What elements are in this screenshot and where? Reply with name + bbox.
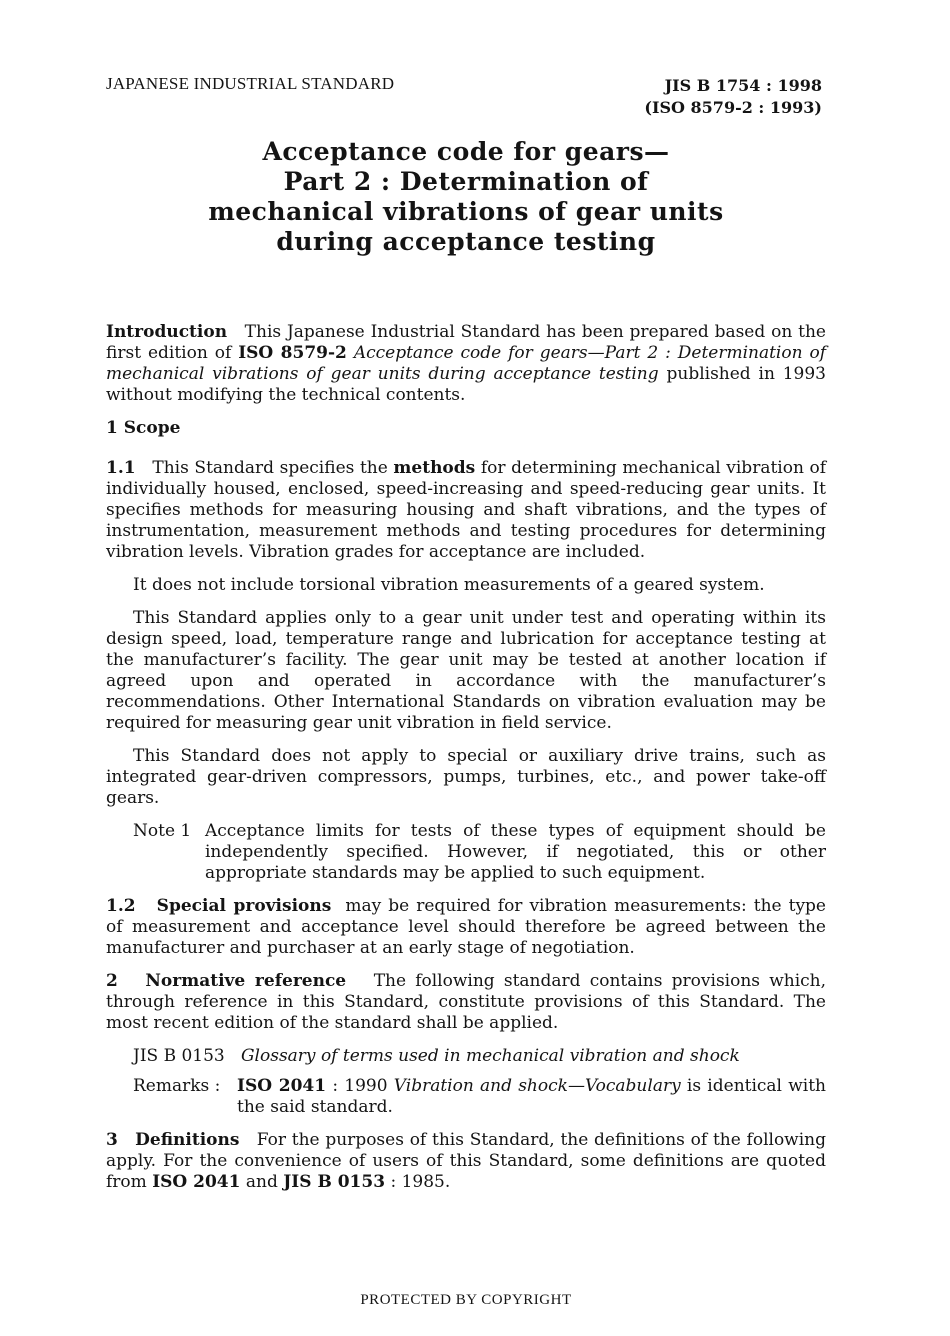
document-body bbox=[106, 322, 826, 1205]
copyright-footer: PROTECTED BY COPYRIGHT bbox=[360, 1292, 572, 1308]
definitions-paragraph: 3 Definitions For the purposes of this Standard, the definitions of the following apply. For the convenience of users of this Standard, some definitions are quoted from ISO 2041 and JIS B 0153 : 1985. bbox=[106, 1130, 826, 1192]
title-line-3: mechanical vibrations of gear units bbox=[208, 197, 724, 226]
title-line-1: Acceptance code for gears— bbox=[262, 137, 670, 166]
header-standard-type: JAPANESE INDUSTRIAL STANDARD bbox=[106, 74, 395, 93]
definitions-heading: Definitions bbox=[135, 1130, 240, 1150]
introduction-paragraph: Introduction This Japanese Industrial Standard has been prepared based on the first edition of ISO 8579-2 Acceptance code for gears—Part 2 : Determination of mechanical vibrations of gear units during acceptance testing published in 1993 without modifying the technical contents. bbox=[106, 322, 827, 405]
introduction-heading: Introduction bbox=[106, 322, 228, 342]
note-label: Note 1 bbox=[133, 821, 192, 841]
scope-applicability-paragraph: This Standard applies only to a gear unit under test and operating within its design speed, load, temperature range and lubrication for acceptance testing at the manufacturer’s facility. The gear unit may be tested at another location if agreed upon and operated in accordance with the manufacturer’s recommendations. Other International Standards on vibration evaluation may be required for measuring gear unit vibration in field service. bbox=[106, 608, 826, 733]
header-standard-number-block bbox=[644, 75, 822, 119]
normative-reference-paragraph: 2 Normative reference The following standard contains provisions which, through reference in this Standard, constitute provisions of this Standard. The most recent edition of the standard shall be applied. bbox=[106, 971, 827, 1033]
scope-1-1-paragraph: 1.1 This Standard specifies the methods for determining mechanical vibration of individually housed, enclosed, speed-increasing and speed-reducing gear units. It specifies methods for measuring housing and shaft vibrations, and the types of instrumentation, measurement methods and testing procedures for determining vibration levels. Vibration grades for acceptance are included. bbox=[106, 458, 827, 562]
scope-heading: 1 Scope bbox=[106, 418, 181, 438]
iso-reference: (ISO 8579-2 : 1993) bbox=[644, 98, 822, 117]
title-line-4: during acceptance testing bbox=[276, 227, 656, 256]
remarks-label: Remarks : bbox=[133, 1076, 221, 1096]
note-1 bbox=[133, 821, 826, 884]
normative-reference-heading: Normative reference bbox=[145, 971, 347, 991]
reference-entry: JIS B 0153 Glossary of terms used in mechanical vibration and shock bbox=[133, 1046, 740, 1066]
document-title bbox=[0, 137, 932, 257]
remarks: Remarks : ISO 2041 : 1990 Vibration and shock—Vocabulary is identical with the said standard. bbox=[133, 1076, 826, 1117]
scope-torsional-paragraph: It does not include torsional vibration measurements of a geared system. bbox=[133, 575, 765, 595]
title-line-2: Part 2 : Determination of bbox=[283, 167, 649, 196]
scope-exclusion-paragraph: This Standard does not apply to special or auxiliary drive trains, such as integrated gear-driven compressors, pumps, turbines, etc., and power take-off gears. bbox=[106, 746, 826, 808]
scope-1-2-paragraph: 1.2 Special provisions may be required for vibration measurements: the type of measurement and acceptance level should therefore be agreed between the manufacturer and purchaser at an early stage of negotiation. bbox=[106, 896, 826, 958]
standard-number: JIS B 1754 : 1998 bbox=[664, 76, 822, 95]
note-text: Acceptance limits for tests of these types of equipment should be independently specified. However, if negotiated, this or other appropriate standards may be applied to such equipment. bbox=[205, 821, 826, 883]
